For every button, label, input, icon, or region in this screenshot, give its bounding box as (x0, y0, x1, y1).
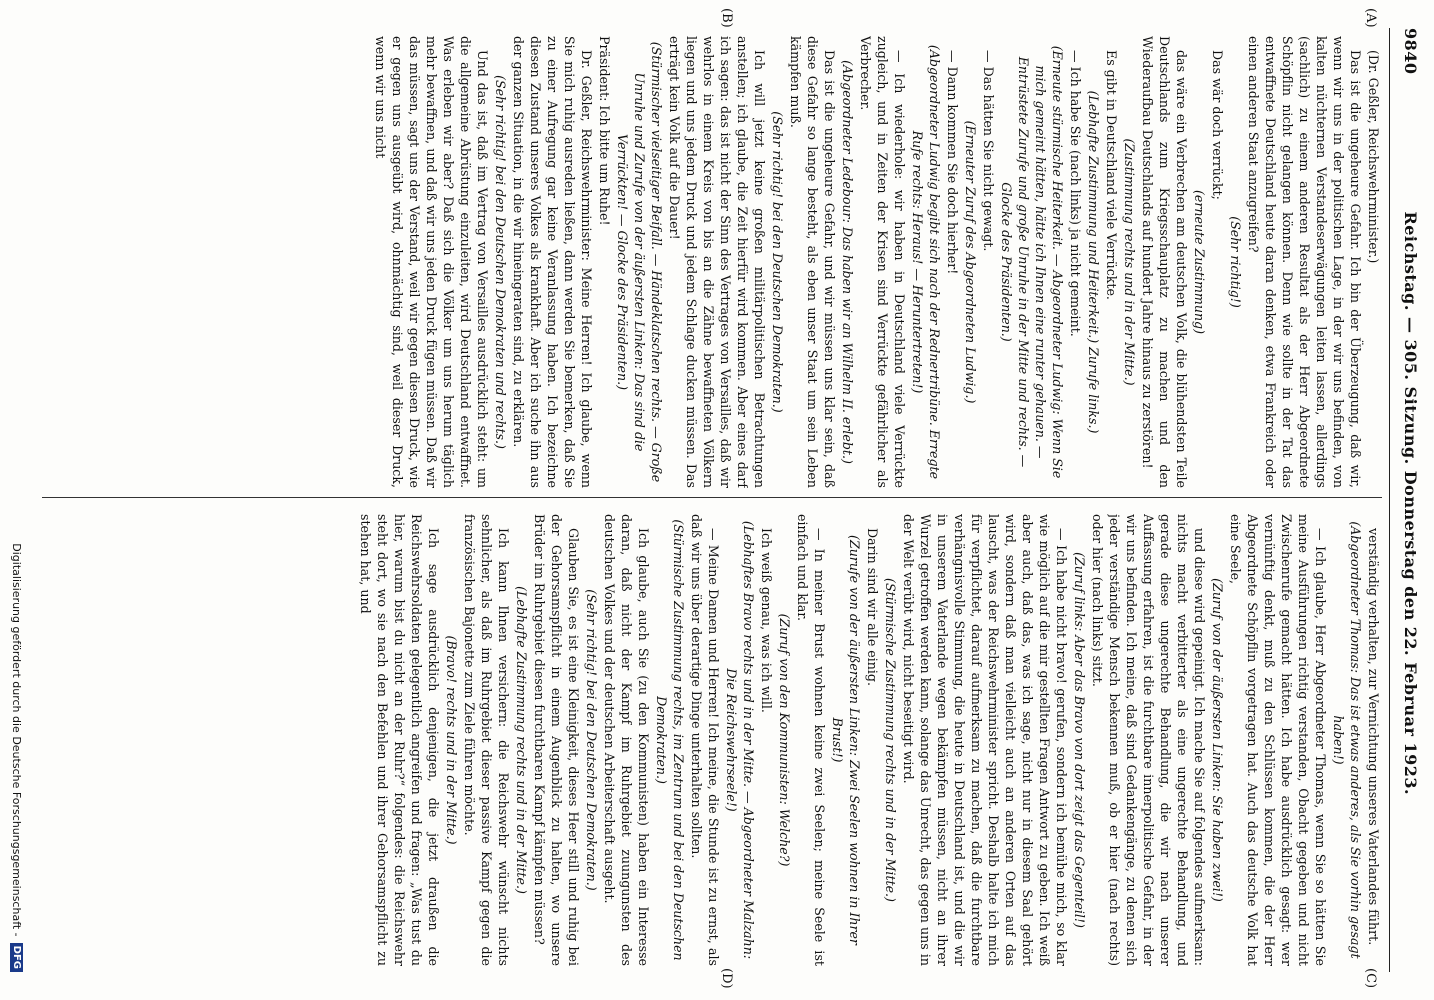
paragraph: das wäre ein Verbrechen am deutschen Volk, die blühendsten Teile Deutschlands zum Kriegsschauplatz zu machen und den Wiederaufbau Deutschlands auf hundert Jahre hinaus zu zerstören! (1140, 36, 1189, 488)
interjection: (Erneute stürmische Heiterkeit. — Abgeordneter Ludwig: Wenn Sie mich gemeint hätten, hätte ich Ihnen eine runter gehauen. — Entrüstete Zurufe und große Unruhe in der Mitte und rechts. — Glocke des Präsidenten.) (999, 45, 1065, 479)
page-header (1394, 28, 1420, 972)
paragraph: — Ich habe Sie (nach links) ja nicht gemeint. (1068, 50, 1083, 337)
interjection: (Erneuter Zuruf des Abgeordneten Ludwig.) (963, 120, 978, 404)
paragraph: Es gibt in Deutschland viele Verrückte. (1104, 50, 1119, 300)
interjection: (Lebhaftes Bravo rechts und in der Mitte. — Abgeordneter Malzahn: Die Reichswehrseele!) (724, 520, 756, 960)
margin-marker-a: (A) (1363, 8, 1378, 28)
paragraph: — In meiner Brust wohnen keine zwei Seelen; meine Seele ist einfach und klar. (795, 514, 827, 966)
margin-marker-b: (B) (719, 8, 734, 28)
interjection: (Sehr richtig!) (1228, 216, 1243, 308)
interjection: (Bravo! rechts und in der Mitte.) (444, 635, 459, 845)
paragraph: Das ist die ungeheure Gefahr. Ich bin der Überzeugung, daß wir, wenn wir uns in der politischen Lage, in der wir uns befinden, von kalten nüchternen Verstandeserwägungen leiten lassen, allerdings (sachlich) zu einem anderen Resultat als der Herr Abgeordnete Schöpflin nicht gelangen können. Denn wie sollte in der Tat das entwaffnete Deutschland heute daran denken, etwa Frankreich oder einen anderen Staat anzugreifen? (1246, 36, 1363, 488)
page-number: 9840 (1401, 28, 1420, 75)
digitization-credit: Digitalisierung gefördert durch die Deutsche Forschungsgemeinschaft - (10, 543, 23, 937)
paragraph: Ich weiß genau, was ich will. (759, 528, 774, 713)
paragraph: Glauben Sie, es ist eine Kleinigkeit, dieses Heer still und ruhig bei der Gehorsamspflicht in einem Augenblick zu halten, wo unsere Brüder im Ruhrgebiet diesen furchtbaren Kampf kämpfen müssen? (532, 514, 581, 966)
paragraph: Und das ist, daß im Vertrag von Versailles ausdrücklich steht: um die allgemeine Abrüstung einzuleiten, wird Deutschland entwaffnet. Was erleben wir aber? Daß sich die Völker um uns herum täglich mehr bewaffnen, und daß wir uns jeden Druck fügen müssen. Daß wir das müssen, sagt uns der Verstand, weil wir gegen diesen Druck, wie er gegen uns ausgeübt wird, ohnmächtig sind, weil dieser Druck, wenn wir uns nicht (373, 36, 490, 488)
paragraph: Dr. Geßler, Reichswehrminister: Meine Herren! Ich glaube, wenn Sie mich ruhig ausreden ließen, dann werden Sie bemerken, daß Sie zu einer Aufregung gar keine Veranlassung haben. Ich bezeichne diesen Zustand unseres Volkes als krankhaft. Aber ich suche ihn aus der ganzen Situation, in die wir hineingeraten sind, zu erklären. (511, 36, 594, 488)
paragraph: — Das hätten Sie nicht gewagt. (981, 50, 996, 252)
left-text-column (42, 36, 1382, 488)
margin-marker-c: (C) (1363, 968, 1378, 989)
paragraph: — Meine Damen und Herren! Ich meine, die Stunde ist zu ernst, als daß wir uns über derartige Dinge unterhalten sollten. (689, 514, 721, 966)
column-divider (42, 497, 1382, 498)
interjection: (Sehr richtig! bei den Deutschen Demokraten und rechts.) (493, 75, 508, 449)
header-rule (1389, 28, 1390, 972)
paragraph: Das ist die ungeheure Gefahr, und wir müssen uns klar sein, daß diese Gefahr so lange besteht, als eben unser Staat um sein Leben kämpfen muß. (788, 36, 837, 488)
interjection: (Zuruf von der äußersten Linken: Sie haben zwei!) (1210, 578, 1225, 902)
paragraph: — Dann kommen Sie doch hierher! (945, 50, 960, 275)
interjection: (Abgeordneter Thomas: Das ist etwas anderes, als Sie vorhin gesagt haben!) (1331, 521, 1363, 959)
interjection: (Stürmische Zustimmung rechts, im Zentrum und bei den Deutschen Demokraten.) (654, 519, 686, 961)
interjection: (Stürmischer vielseitiger Beifall. — Händeklatschen rechts. — Große Unruhe und Zurufe von der äußersten Linken: Das sind die Verrückten! — Glocke des Präsidenten.) (615, 41, 664, 483)
margin-marker-d: (D) (719, 968, 734, 989)
paragraph: Ich sage ausdrücklich denjenigen, die jetzt draußen die Reichswehrsoldaten gelegentlich angreifen und fragen: „Was tust du hier, warum bist du nicht an der Ruhr?“ folgendes: die Reichswehr steht dort, wo sie nach den Befehlen und ihrer Gehorsamspflicht zu stehen hat, und (358, 514, 441, 966)
dfg-logo: DFG (10, 943, 23, 972)
interjection: (Abgeordneter Ledebour: Das haben wir an Wilhelm II. erlebt.) (840, 60, 855, 464)
paragraph: — Ich habe nicht bravo! gerufen, sondern ich bemühe mich, so klar wie möglich auf die mir gestellten Fragen Antwort zu geben. Ich weiß aber auch, daß das, was ich sage, nicht nur in diesem Saal gehört wird, sondern daß man vielleicht auch an anderen Orten auf das lauscht, was der Reichswehrminister spricht. Deshalb halte ich mich für verpflichtet, darauf aufmerksam zu machen, daß die furchtbare verhängnisvolle Stimmung, die heute in Deutschland ist, und die wir in unserem Vaterlande wegen bekämpfen müssen, nicht an ihrer Wurzel getroffen werden kann, solange das Unrecht, das gegen uns in der Welt verübt wird, nicht beseitigt wird. (901, 514, 1069, 966)
interjection: (erneute Zustimmung) (1192, 189, 1207, 335)
paragraph: — Ich wiederhole: wir haben in Deutschland viele Verrückte zugleich, und in Zeiten der Krisen sind Verrückte gefährlicher als Verbrecher. (858, 36, 907, 488)
interjection: (Zurufe von der äußersten Linken: Zwei Seelen wohnen in Ihrer Brust!) (830, 535, 862, 945)
interjection: (Zustimmung rechts und in der Mitte.) (1122, 138, 1137, 386)
page-title: Reichstag. — 305. Sitzung. Donnerstag den 22. Februar 1923. (1401, 211, 1420, 796)
paragraph: — Ich glaube, Herr Abgeordneter Thomas, wenn Sie so hätten Sie meine Ausführungen richtig verstanden, Obacht gegeben und nicht Zwischenrufe gemacht hätten. Ich habe ausdrücklich gesagt: wer vernünftig denkt, muß zu den Schlüssen kommen, die der Herr Abgeordnete Schöpflin vorgetragen hat. Auch das deutsche Volk hat eine Seele, (1228, 514, 1328, 966)
paragraph: Das wär doch verrückt; (1210, 50, 1225, 200)
interjection: (Zuruf von den Kommunisten: Welche?) (777, 613, 792, 867)
interjection: (Abgeordneter Ludwig begibt sich nach der Rednertribüne. Erregte Rufe rechts: Heraus! — Heruntertreten!) (910, 44, 942, 480)
paragraph: Darin sind wir alle einig. (865, 528, 880, 686)
paragraph: Präsident: Ich bitte um Ruhe! (597, 36, 612, 226)
right-text-column (42, 514, 1382, 966)
interjection: (Sehr richtig! bei den Deutschen Demokraten.) (770, 111, 785, 413)
paragraph: Ich kann Ihnen versichern: die Reichswehr wünscht nichts sehnlicher, als daß im Ruhrgebiet dieser passive Kampf gegen die französischen Bajonette zum Ziele führen möchte. (462, 514, 511, 966)
paragraph: (Dr. Geßler, Reichswehrminister.) (1366, 50, 1381, 264)
interjection: (Lebhafte Zustimmung und Heiterkeit.) Zurufe links.) (1086, 90, 1101, 434)
paragraph: verständig verhalten, zur Vernichtung unseres Vaterlandes führt. (1366, 528, 1381, 946)
paragraph: und diese wird gepeinigt. Ich mache Sie auf folgendes aufmerksam: nichts macht verbitterter als eine ungerechte Behandlung, und gerade diese ungerechte Behandlung, die wir nach unserer Auffassung erfahren, ist die furchtbare innerpolitische Gefahr, in der wir uns befinden. Ich meine, daß sind Gedankengänge, zu denen sich jeder verständige Mensch bekennen muß, ob er hier (nach rechts) oder hier (nach links) sitzt. (1090, 514, 1207, 966)
paragraph: Ich will jetzt keine großen militärpolitischen Betrachtungen anstellen; ich glaube, die Zeit hierfür wird kommen. Aber eines darf ich sagen: das ist nicht der Sinn des Vertrages von Versailles, daß wir wehrlos in einem Kreis von bis an die Zähne bewaffneten Völkern liegen und uns jedem Druck und jedem Schlage ducken müssen. Das erträgt kein Volk auf die Dauer! (667, 36, 767, 488)
interjection: (Stürmische Zustimmung rechts und in der Mitte.) (883, 578, 898, 902)
interjection: (Zuruf links: Aber das Bravo von dort zeigt das Gegenteil!) (1072, 552, 1087, 928)
paragraph: Ich glaube, auch Sie (zu den Kommunisten) haben ein Interesse daran, daß nicht der Kampf im Ruhrgebiet zuungunsten des deutschen Volkes und der deutschen Arbeiterschaft ausgeht. (602, 514, 651, 966)
interjection: (Sehr richtig! bei den Deutschen Demokraten.) (584, 589, 599, 891)
interjection: (Lebhafte Zustimmung rechts und in der Mitte.) (514, 586, 529, 894)
page-footer (10, 36, 23, 972)
